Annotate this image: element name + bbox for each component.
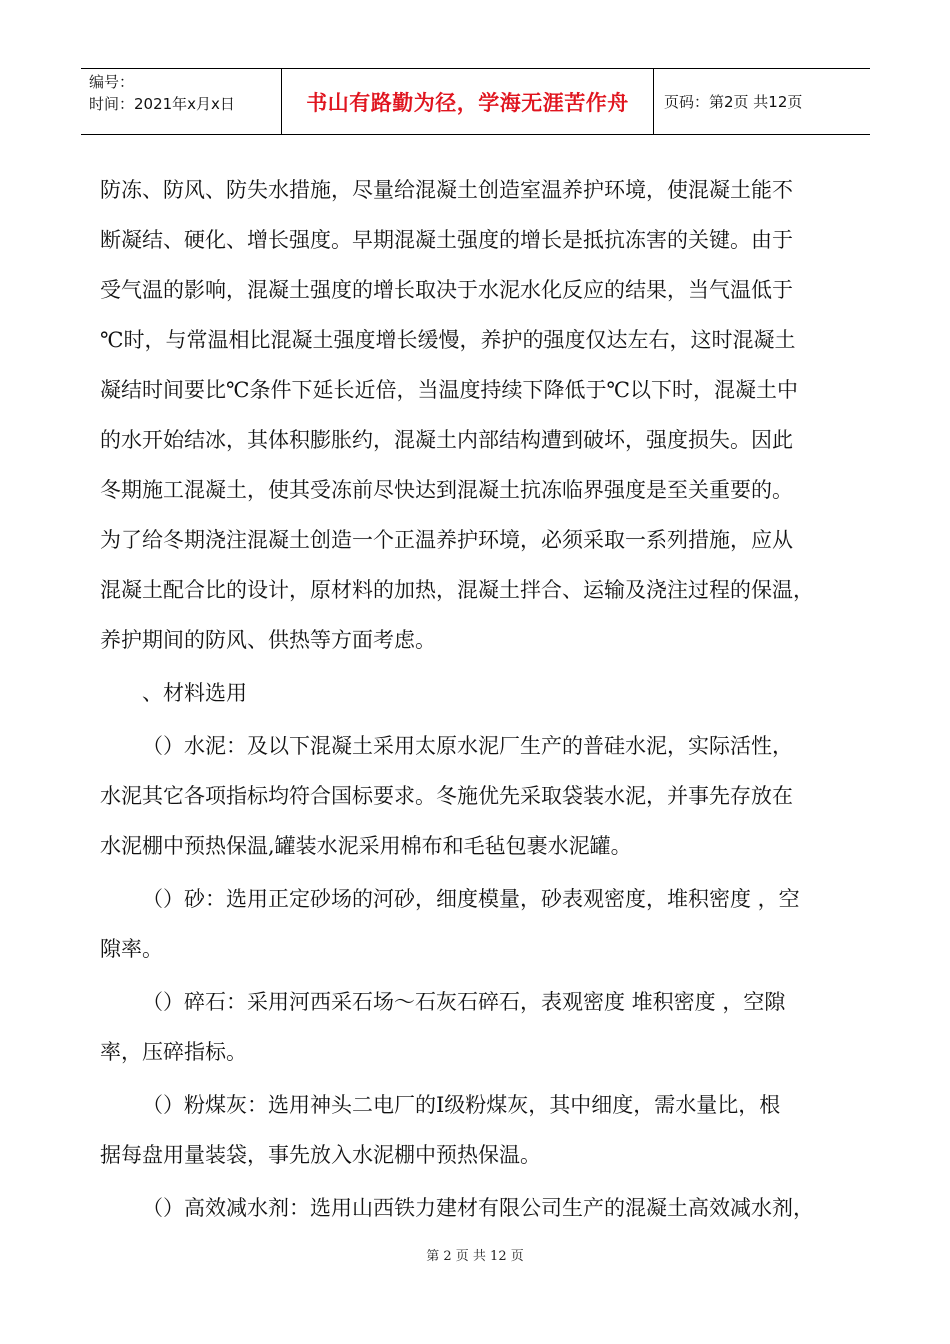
body-line: （）水泥：及以下混凝土采用太原水泥厂生产的普硅水泥，实际活性， bbox=[142, 734, 793, 758]
body-line: 养护期间的防风、供热等方面考虑。 bbox=[100, 628, 436, 652]
number-label: 编号： bbox=[89, 73, 135, 91]
header-meta bbox=[81, 69, 282, 134]
body-line: 冬期施工混凝土，使其受冻前尽快达到混凝土抗冻临界强度是至关重要的。 bbox=[100, 478, 793, 502]
body-line: （）碎石：采用河西采石场～石灰石碎石，表观密度 堆积密度 ，空隙 bbox=[142, 990, 786, 1014]
body-line: 混凝土配合比的设计，原材料的加热，混凝土拌合、运输及浇注过程的保温， bbox=[100, 578, 814, 602]
body-line: 隙率。 bbox=[100, 937, 163, 961]
body-line: 水泥其它各项指标均符合国标要求。冬施优先采取袋装水泥，并事先存放在 bbox=[100, 784, 793, 808]
document-body bbox=[100, 165, 860, 1233]
body-line: 为了给冬期浇注混凝土创造一个正温养护环境，必须采取一系列措施，应从 bbox=[100, 528, 793, 552]
body-line: （）砂：选用正定砂场的河砂，细度模量，砂表观密度，堆积密度 ，空 bbox=[142, 887, 800, 911]
time-label: 时间：2021年x月x日 bbox=[89, 95, 235, 113]
document-header bbox=[81, 68, 870, 135]
body-line: （）高效减水剂：选用山西铁力建材有限公司生产的混凝土高效减水剂， bbox=[142, 1196, 814, 1220]
body-line: 断凝结、硬化、增长强度。早期混凝土强度的增长是抵抗冻害的关键。由于 bbox=[100, 228, 793, 252]
header-motto: 书山有路勤为径，学海无涯苦作舟 bbox=[282, 69, 654, 134]
body-line: 凝结时间要比℃条件下延长近倍，当温度持续下降低于℃以下时，混凝土中 bbox=[100, 378, 798, 402]
body-line: 的水开始结冰，其体积膨胀约，混凝土内部结构遭到破坏，强度损失。因此 bbox=[100, 428, 793, 452]
section-heading: 、材料选用 bbox=[142, 681, 247, 705]
body-line: 水泥棚中预热保温,罐装水泥采用棉布和毛毡包裹水泥罐。 bbox=[100, 834, 632, 858]
header-page-label: 页码：第2页 共12页 bbox=[664, 93, 803, 111]
body-line: 受气温的影响，混凝土强度的增长取决于水泥水化反应的结果，当气温低于 bbox=[100, 278, 793, 302]
page-footer: 第 2 页 共 12 页 bbox=[426, 1249, 524, 1264]
body-line: 率，压碎指标。 bbox=[100, 1040, 247, 1064]
body-line: 据每盘用量装袋，事先放入水泥棚中预热保温。 bbox=[100, 1143, 541, 1167]
body-line: 防冻、防风、防失水措施，尽量给混凝土创造室温养护环境，使混凝土能不 bbox=[100, 178, 793, 202]
body-line: （）粉煤灰：选用神头二电厂的Ⅰ级粉煤灰，其中细度，需水量比，根 bbox=[142, 1093, 781, 1117]
body-line: ℃时，与常温相比混凝土强度增长缓慢，养护的强度仅达左右，这时混凝土 bbox=[100, 328, 796, 352]
